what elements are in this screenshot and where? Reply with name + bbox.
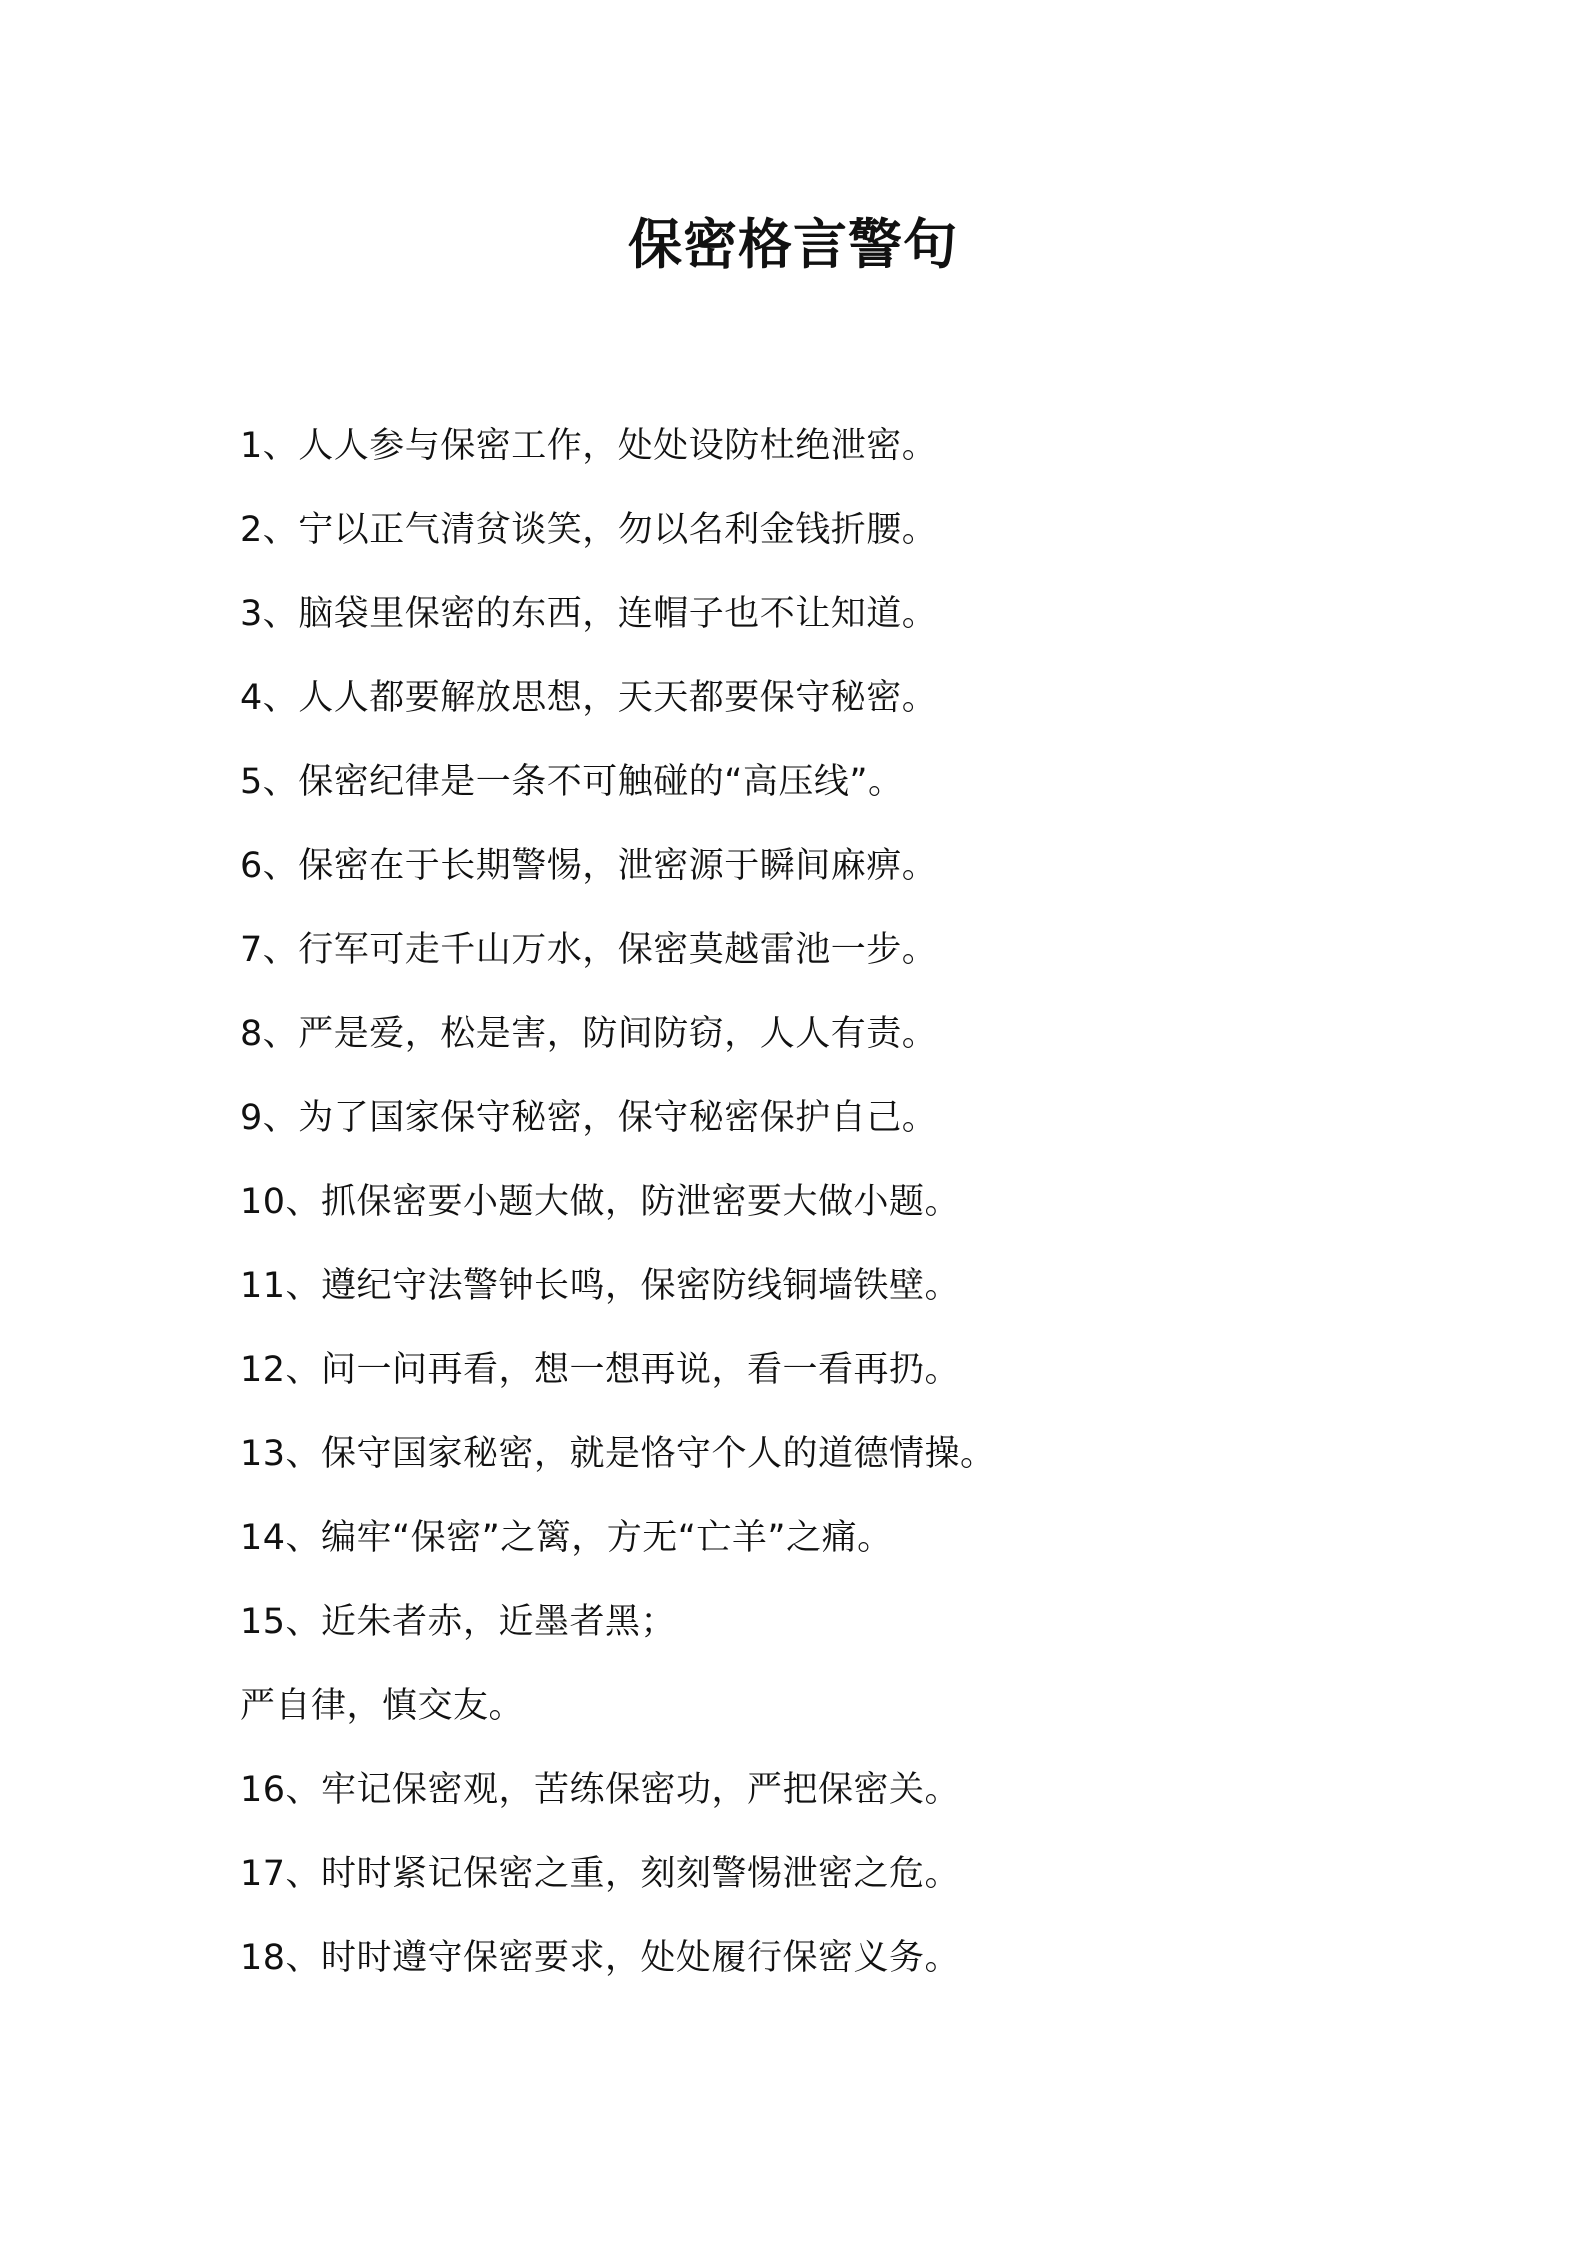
maxim-line-18: 18、时时遵守保密要求，处处履行保密义务。 [240,1938,961,1978]
maxim-line-16: 16、牢记保密观，苦练保密功，严把保密关。 [240,1770,961,1810]
maxim-line-6: 6、保密在于长期警惕，泄密源于瞬间麻痹。 [240,846,938,886]
maxim-line-1: 1、人人参与保密工作，处处设防杜绝泄密。 [240,426,938,466]
maxim-line-11: 11、遵纪守法警钟长鸣，保密防线铜墙铁壁。 [240,1266,961,1306]
maxim-line-14: 14、编牢“保密”之篱，方无“亡羊”之痛。 [240,1518,893,1558]
maxim-line-4: 4、人人都要解放思想，天天都要保守秘密。 [240,678,938,718]
maxim-line-13: 13、保守国家秘密，就是恪守个人的道德情操。 [240,1434,996,1474]
maxim-line-12: 12、问一问再看，想一想再说，看一看再扔。 [240,1350,961,1390]
maxim-line-10: 10、抓保密要小题大做，防泄密要大做小题。 [240,1182,961,1222]
maxim-line-3: 3、脑袋里保密的东西，连帽子也不让知道。 [240,594,938,634]
maxim-line-9: 9、为了国家保守秘密，保守秘密保护自己。 [240,1098,938,1138]
document-title: 保密格言警句 [628,213,958,276]
maxim-line-15: 15、近朱者赤，近墨者黑； [240,1602,677,1642]
maxim-line-15-continued: 严自律，慎交友。 [240,1686,525,1726]
maxim-list [240,404,1440,2000]
maxim-line-5: 5、保密纪律是一条不可触碰的“高压线”。 [240,762,904,802]
maxim-line-17: 17、时时紧记保密之重，刻刻警惕泄密之危。 [240,1854,961,1894]
maxim-line-8: 8、严是爱，松是害，防间防窃，人人有责。 [240,1014,938,1054]
maxim-line-2: 2、宁以正气清贫谈笑，勿以名利金钱折腰。 [240,510,938,550]
maxim-line-7: 7、行军可走千山万水，保密莫越雷池一步。 [240,930,938,970]
